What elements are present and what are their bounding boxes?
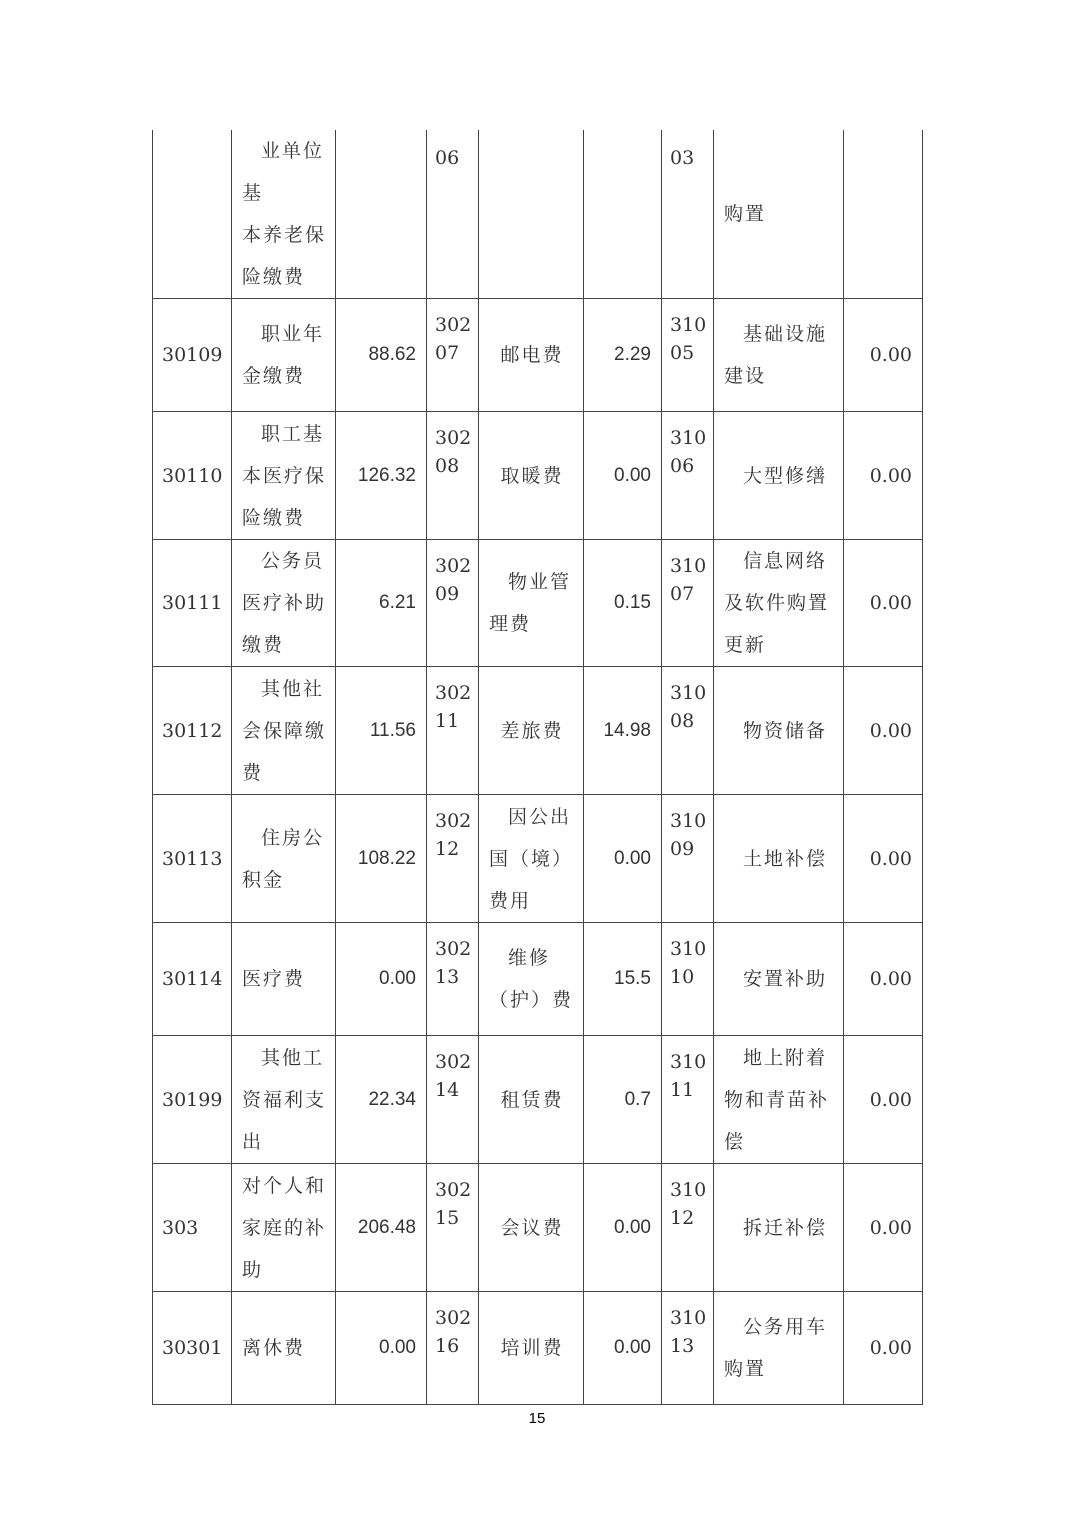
item-name-line: 职工基: [261, 422, 325, 445]
table-row: [153, 923, 923, 1036]
item-name-line: 医疗补助: [242, 592, 327, 614]
item-name-line: 物和青苗补: [724, 1088, 830, 1111]
econ-code-line: 310: [670, 1179, 707, 1201]
item-name-line: 维修: [508, 947, 551, 969]
econ-code: [662, 299, 714, 412]
item-name: [232, 1036, 336, 1164]
item-name: [479, 923, 584, 1036]
econ-code-line: 13: [670, 1335, 695, 1357]
item-name: [479, 1164, 584, 1292]
budget-table: [152, 130, 923, 1405]
econ-code-line: 302: [435, 1307, 472, 1329]
item-name-line: 偿: [724, 1130, 746, 1153]
table-row: [153, 667, 923, 795]
econ-code-line: 310: [670, 427, 707, 449]
econ-code-line: 14: [435, 1079, 460, 1101]
item-name-line: 拆迁补偿: [743, 1216, 828, 1239]
amount: 0.7: [584, 1036, 662, 1164]
amount: 0.00: [584, 1164, 662, 1292]
table-row: [153, 1036, 923, 1164]
item-name: [479, 1292, 584, 1405]
item-name: [714, 667, 844, 795]
table-row: [153, 299, 923, 412]
item-name-line: 积金: [242, 868, 285, 891]
item-name: [714, 1164, 844, 1292]
item-name-line: 费用: [489, 889, 532, 912]
econ-code: [662, 1036, 714, 1164]
econ-code-line: 16: [435, 1335, 460, 1357]
econ-code: [427, 130, 479, 299]
item-name-line: 差旅费: [500, 719, 564, 742]
item-name-line: 其他社: [261, 677, 325, 700]
econ-code: [153, 130, 232, 299]
item-name-line: 出: [242, 1130, 264, 1153]
amount: 0.00: [844, 923, 923, 1036]
item-name-line: 购置: [724, 1358, 767, 1380]
item-name-line: 险缴费: [242, 266, 306, 288]
econ-code: 30111: [153, 540, 232, 667]
econ-code: [427, 667, 479, 795]
econ-code-line: 13: [435, 966, 460, 988]
item-name-line: 建设: [724, 365, 767, 387]
econ-code: 30112: [153, 667, 232, 795]
econ-code: 30109: [153, 299, 232, 412]
econ-code-line: 11: [670, 1079, 695, 1101]
item-name: [714, 1036, 844, 1164]
item-name: [232, 1292, 336, 1405]
item-name-line: 住房公: [261, 826, 325, 849]
econ-code: 303: [153, 1164, 232, 1292]
item-name-line: 家庭的补: [242, 1216, 327, 1239]
item-name: [479, 1036, 584, 1164]
econ-code-line: 302: [435, 810, 472, 832]
item-name-line: 因公出: [508, 805, 572, 828]
econ-code-line: 06: [670, 455, 695, 477]
item-name-line: 会保障缴: [242, 719, 327, 742]
item-name: [232, 1164, 336, 1292]
table-row: [153, 540, 923, 667]
econ-code: 30301: [153, 1292, 232, 1405]
amount: 0.00: [844, 1036, 923, 1164]
amount: 0.00: [844, 667, 923, 795]
econ-code-line: 310: [670, 1307, 707, 1329]
item-name-line: 金缴费: [242, 365, 306, 387]
item-name-line: 物资储备: [743, 719, 828, 742]
item-name: [232, 130, 336, 299]
item-name: [232, 923, 336, 1036]
econ-code-line: 03: [670, 147, 695, 169]
item-name: [714, 923, 844, 1036]
econ-code-line: 12: [435, 838, 460, 860]
amount: 0.00: [844, 540, 923, 667]
amount: 206.48: [336, 1164, 427, 1292]
item-name-line: 购置: [724, 203, 767, 225]
item-name-line: 培训费: [500, 1337, 564, 1359]
item-name-line: 险缴费: [242, 506, 306, 529]
econ-code-line: 08: [435, 455, 460, 477]
amount: 15.5: [584, 923, 662, 1036]
item-name-line: 本医疗保: [242, 464, 327, 487]
item-name: [479, 130, 584, 299]
item-name-line: 信息网络: [743, 550, 828, 572]
item-name-line: 理费: [489, 613, 532, 635]
amount: 11.56: [336, 667, 427, 795]
amount: 22.34: [336, 1036, 427, 1164]
item-name-line: 安置补助: [743, 968, 828, 990]
amount: [336, 130, 427, 299]
amount: 0.00: [584, 412, 662, 540]
amount: 0.15: [584, 540, 662, 667]
amount: 0.00: [336, 923, 427, 1036]
item-name-line: 地上附着: [743, 1046, 828, 1069]
item-name-line: 国（境）: [489, 847, 574, 870]
amount: [584, 130, 662, 299]
item-name-line: 其他工: [261, 1046, 325, 1069]
item-name: [714, 1292, 844, 1405]
table-row: [153, 1292, 923, 1405]
econ-code-line: 302: [435, 682, 472, 704]
item-name-line: 租赁费: [500, 1088, 564, 1111]
item-name: [232, 299, 336, 412]
amount: 0.00: [844, 1164, 923, 1292]
table-row: [153, 130, 923, 299]
econ-code-line: 07: [435, 342, 460, 364]
econ-code-line: 302: [435, 555, 472, 577]
item-name-line: 大型修缮: [743, 464, 828, 487]
econ-code-line: 310: [670, 938, 707, 960]
econ-code-line: 06: [435, 147, 460, 169]
econ-code: [427, 923, 479, 1036]
econ-code: [662, 667, 714, 795]
item-name: [232, 667, 336, 795]
item-name-line: 医疗费: [242, 968, 306, 990]
econ-code: [427, 412, 479, 540]
econ-code: [662, 795, 714, 923]
econ-code-line: 09: [670, 838, 695, 860]
item-name: [714, 540, 844, 667]
item-name: [479, 412, 584, 540]
econ-code: 30110: [153, 412, 232, 540]
item-name-line: 公务用车: [743, 1316, 828, 1338]
item-name: [479, 795, 584, 923]
econ-code-line: 05: [670, 342, 695, 364]
item-name: [714, 412, 844, 540]
amount: 0.00: [844, 795, 923, 923]
econ-code-line: 10: [670, 966, 695, 988]
amount: 0.00: [584, 795, 662, 923]
item-name: [714, 130, 844, 299]
econ-code-line: 310: [670, 314, 707, 336]
amount: 88.62: [336, 299, 427, 412]
econ-code: [662, 1292, 714, 1405]
item-name-line: 基础设施: [743, 323, 828, 345]
item-name-line: 费: [242, 761, 264, 784]
item-name-line: 对个人和: [242, 1174, 327, 1197]
econ-code-line: 302: [435, 314, 472, 336]
item-name-line: （护）费: [489, 989, 574, 1011]
item-name: [232, 795, 336, 923]
econ-code-line: 07: [670, 583, 695, 605]
econ-code-line: 310: [670, 810, 707, 832]
amount: 0.00: [844, 412, 923, 540]
item-name-line: 助: [242, 1258, 264, 1281]
item-name-line: 资福利支: [242, 1088, 327, 1111]
econ-code: 30199: [153, 1036, 232, 1164]
table-row: [153, 795, 923, 923]
amount: 0.00: [584, 1292, 662, 1405]
econ-code: [427, 795, 479, 923]
econ-code-line: 08: [670, 710, 695, 732]
econ-code: [427, 1036, 479, 1164]
econ-code: [427, 540, 479, 667]
item-name: [232, 412, 336, 540]
econ-code-line: 12: [670, 1207, 695, 1229]
item-name-line: 公务员: [261, 550, 325, 572]
amount: 6.21: [336, 540, 427, 667]
item-name-line: 更新: [724, 634, 767, 656]
amount: 108.22: [336, 795, 427, 923]
item-name-line: 离休费: [242, 1337, 306, 1359]
econ-code-line: 310: [670, 1051, 707, 1073]
table-row: [153, 1164, 923, 1292]
amount: 0.00: [336, 1292, 427, 1405]
econ-code-line: 302: [435, 1179, 472, 1201]
item-name-line: 土地补偿: [743, 847, 828, 870]
amount: 126.32: [336, 412, 427, 540]
econ-code: 30113: [153, 795, 232, 923]
amount: 0.00: [844, 1292, 923, 1405]
econ-code-line: 302: [435, 1051, 472, 1073]
item-name: [232, 540, 336, 667]
item-name-line: 缴费: [242, 634, 285, 656]
item-name-line: 邮电费: [500, 344, 564, 366]
econ-code-line: 15: [435, 1207, 460, 1229]
econ-code-line: 310: [670, 555, 707, 577]
econ-code: [662, 130, 714, 299]
item-name: [479, 540, 584, 667]
econ-code: [662, 412, 714, 540]
table-row: [153, 412, 923, 540]
econ-code-line: 11: [435, 710, 460, 732]
item-name: [479, 299, 584, 412]
item-name-line: 职业年: [261, 323, 325, 345]
econ-code: [662, 1164, 714, 1292]
econ-code-line: 310: [670, 682, 707, 704]
page-number: 15: [528, 1410, 546, 1427]
amount: [844, 130, 923, 299]
item-name-line: 会议费: [500, 1216, 564, 1239]
amount: 0.00: [844, 299, 923, 412]
item-name: [714, 795, 844, 923]
econ-code: [427, 1164, 479, 1292]
econ-code-line: 302: [435, 938, 472, 960]
econ-code: [662, 540, 714, 667]
item-name: [714, 299, 844, 412]
econ-code: 30114: [153, 923, 232, 1036]
amount: 14.98: [584, 667, 662, 795]
item-name: [479, 667, 584, 795]
econ-code-line: 302: [435, 427, 472, 449]
econ-code: [427, 1292, 479, 1405]
amount: 2.29: [584, 299, 662, 412]
item-name-line: 及软件购置: [724, 592, 830, 614]
econ-code-line: 09: [435, 583, 460, 605]
item-name-line: 业单位基: [242, 140, 325, 204]
econ-code: [427, 299, 479, 412]
item-name-line: 本养老保: [242, 224, 327, 246]
item-name-line: 取暖费: [500, 464, 564, 487]
econ-code: [662, 923, 714, 1036]
item-name-line: 物业管: [508, 571, 572, 593]
